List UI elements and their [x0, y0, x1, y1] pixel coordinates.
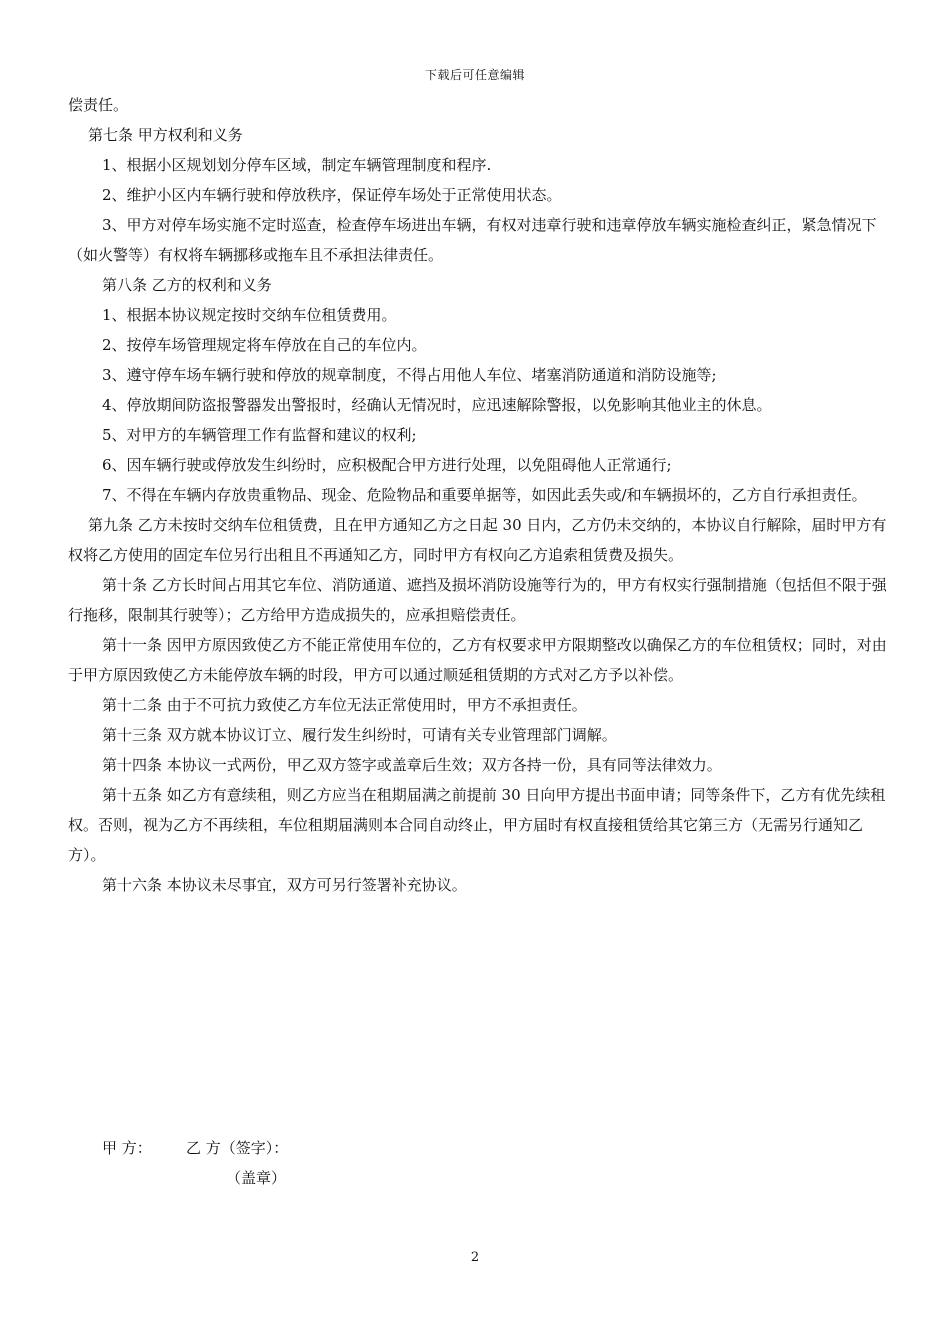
paragraph: 7、不得在车辆内存放贵重物品、现金、危险物品和重要单据等，如因此丢失或/和车辆损坏的，乙方自行承担责任。 — [102, 486, 867, 504]
paragraph: 第十条 乙方长时间占用其它车位、消防通道、遮挡及损坏消防设施等行为的，甲方有权实行强制措施（包括但不限于强行拖移，限制其行驶等）；乙方给甲方造成损失的，应承担赔偿责任。 — [68, 576, 887, 624]
paragraph: 偿责任。 — [68, 96, 129, 114]
paragraph: 第十六条 本协议未尽事宜，双方可另行签署补充协议。 — [102, 876, 467, 894]
paragraph: 第八条 乙方的权利和义务 — [102, 276, 272, 294]
party-a-label: 甲 方： — [102, 1139, 152, 1157]
paragraph: 第九条 乙方未按时交纳车位租赁费，且在甲方通知乙方之日起 30 日内，乙方仍未交纳的，本协议自行解除，届时甲方有权将乙方使用的固定车位另行出租且不再通知乙方，同时甲方有权向乙方追索租赁费及损失。 — [68, 516, 887, 564]
paragraph: 3、遵守停车场车辆行驶和停放的规章制度，不得占用他人车位、堵塞消防通道和消防设施等; — [102, 366, 717, 384]
paragraph: 1、根据本协议规定按时交纳车位租赁费用。 — [102, 306, 397, 324]
paragraph: 第十四条 本协议一式两份，甲乙双方签字或盖章后生效；双方各持一份，具有同等法律效力。 — [102, 756, 722, 774]
paragraph: 2、按停车场管理规定将车停放在自己的车位内。 — [102, 336, 427, 354]
paragraph: 第七条 甲方权利和义务 — [88, 126, 243, 144]
signature-seal-row — [102, 1163, 288, 1193]
document-body — [68, 90, 888, 900]
paragraph: 5、对甲方的车辆管理工作有监督和建议的权利; — [102, 426, 417, 444]
paragraph: 第十五条 如乙方有意续租，则乙方应当在租期届满之前提前 30 日向甲方提出书面申请；同等条件下，乙方有优先续租权。否则，视为乙方不再续租，车位租期届满则本合同自动终止，甲方届时有权直接租赁给其它第三方（无需另行通知乙方）。 — [68, 786, 886, 864]
signature-parties-row — [102, 1133, 288, 1163]
page-header: 下载后可任意编辑 — [424, 68, 525, 82]
paragraph: 第十一条 因甲方原因致使乙方不能正常使用车位的，乙方有权要求甲方限期整改以确保乙方的车位租赁权；同时，对由于甲方原因致使乙方未能停放车辆的时段，甲方可以通过顺延租赁期的方式对乙方予以补偿。 — [68, 636, 887, 684]
seal-label: （盖章） — [226, 1169, 287, 1187]
signature-block — [102, 1133, 288, 1193]
paragraph: 6、因车辆行驶或停放发生纠纷时，应积极配合甲方进行处理，以免阻碍他人正常通行; — [102, 456, 672, 474]
paragraph: 1、根据小区规划划分停车区域，制定车辆管理制度和程序. — [102, 156, 492, 174]
paragraph: 3、甲方对停车场实施不定时巡查，检查停车场进出车辆，有权对违章行驶和违章停放车辆实施检查纠正，紧急情况下（如火警等）有权将车辆挪移或拖车且不承担法律责任。 — [68, 216, 877, 264]
paragraph: 4、停放期间防盗报警器发出警报时，经确认无情况时，应迅速解除警报，以免影响其他业主的休息。 — [102, 396, 772, 414]
paragraph: 第十三条 双方就本协议订立、履行发生纠纷时，可请有关专业管理部门调解。 — [102, 726, 617, 744]
paragraph: 2、维护小区内车辆行驶和停放秩序，保证停车场处于正常使用状态。 — [102, 186, 562, 204]
page-number: 2 — [470, 1250, 480, 1265]
paragraph: 第十二条 由于不可抗力致使乙方车位无法正常使用时，甲方不承担责任。 — [102, 696, 587, 714]
party-b-label: 乙 方（签字）： — [186, 1139, 289, 1157]
